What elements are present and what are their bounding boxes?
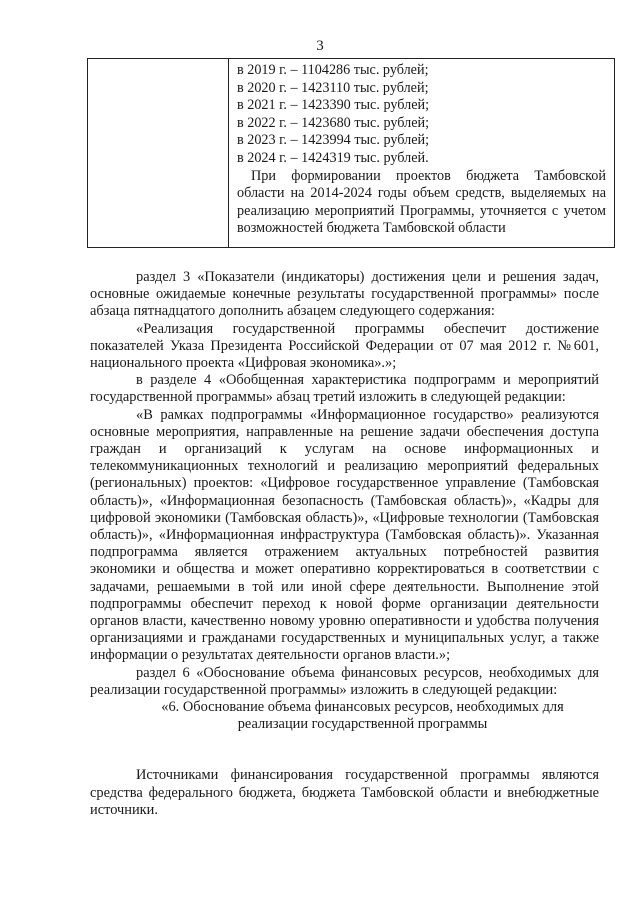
budget-year-line: в 2020 г. – 1423110 тыс. рублей; xyxy=(237,79,429,96)
budget-note: При формировании проектов бюджета Тамбовской области на 2014-2024 годы объем средств, выделяемых на реализацию мероприятий Программы, уточняется с учетом возможностей бюджета Тамбовской области xyxy=(237,167,606,237)
paragraph-funding-sources: Источниками финансирования государственной программы являются средства федерального бюджета, бюджета Тамбовской области и внебюджетные источники. xyxy=(90,767,599,818)
budget-year-line: в 2022 г. – 1423680 тыс. рублей; xyxy=(237,114,430,131)
paragraph-section-4: в разделе 4 «Обобщенная характеристика подпрограмм и мероприятий государственной программы» абзац третий изложить в следующей редакции: xyxy=(90,372,599,406)
table-column-divider xyxy=(228,59,229,247)
budget-year-line: в 2023 г. – 1423994 тыс. рублей; xyxy=(237,132,430,149)
section-6-heading: «6. Обоснование объема финансовых ресурсов, необходимых для реализации государственной программы xyxy=(161,699,564,733)
document-body xyxy=(90,269,599,819)
spacer xyxy=(90,733,599,767)
paragraph-section-6: раздел 6 «Обоснование объема финансовых ресурсов, необходимых для реализации государственной программы» изложить в следующей редакции: xyxy=(90,664,599,698)
paragraph-subprogram-description: «В рамках подпрограммы «Информационное государство» реализуются основные мероприятия, направленные на решение задачи обеспечения доступа граждан и организаций к услугам на основе информационных и телекоммуникационных технологий и реализацию мероприятий федеральных (региональных) проектов: «Цифровое государственное управление (Тамбовская область)», «Информационная безопасность (Тамбовская область)», «Кадры для цифровой экономики (Тамбовская область)», «Цифровые технологии (Тамбовская область)», «Информационная инфраструктура (Тамбовская область)». Указанная подпрограмма является отражением актуальных потребностей развития экономики и общества и может оперативно корректироваться в соответствии с задачами, решаемыми в той или иной сфере деятельности. Выполнение этой подпрограммы обеспечит переход к новой форме организации деятельности органов власти, качественно новому уровню оперативности и удобства получения организациями и гражданами государственных и муниципальных услуг, а также информации о результатах деятельности органов власти.»; xyxy=(90,406,599,664)
budget-table xyxy=(87,58,615,248)
page-number: 3 xyxy=(316,38,324,54)
budget-year-line: в 2021 г. – 1423390 тыс. рублей; xyxy=(237,97,430,114)
budget-cell xyxy=(237,62,606,238)
budget-year-line: в 2019 г. – 1104286 тыс. рублей; xyxy=(237,62,429,78)
budget-year-line: в 2024 г. – 1424319 тыс. рублей. xyxy=(237,149,429,166)
paragraph-quote-results: «Реализация государственной программы обеспечит достижение показателей Указа Президента Российской Федерации от 07 мая 2012 г. №601, национального проекта «Цифровая экономика».»; xyxy=(90,320,599,372)
paragraph-section-3: раздел 3 «Показатели (индикаторы) достижения цели и решения задач, основные ожидаемые конечные результаты государственной программы» после абзаца пятнадцатого дополнить абзацем следующего содержания: xyxy=(90,269,599,320)
